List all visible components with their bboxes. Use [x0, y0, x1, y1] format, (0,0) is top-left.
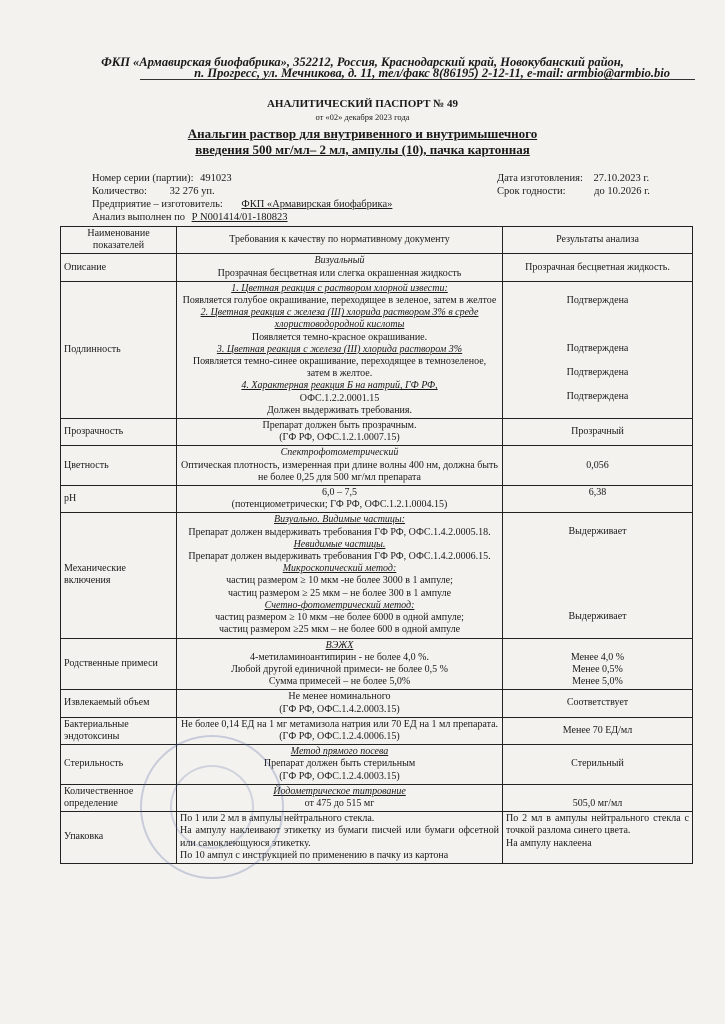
row-result: Прозрачная бесцветная жидкость. — [503, 254, 693, 281]
series-label: Номер серии (партии): — [92, 173, 194, 184]
analysis-row — [92, 211, 288, 224]
series-row — [92, 172, 232, 185]
row-name: Количественное определение — [61, 784, 177, 811]
row-name: Упаковка — [61, 812, 177, 864]
row-requirements — [177, 638, 503, 690]
table-row — [61, 784, 693, 811]
result-text: Менее 5,0% — [572, 676, 623, 688]
row-requirements — [177, 717, 503, 744]
maker-value: ФКП «Армавирская биофабрика» — [241, 199, 393, 210]
table-row — [61, 486, 693, 513]
exp-label: Срок годности: — [497, 186, 566, 197]
requirement-text: Прозрачная бесцветная или слегка окрашенная жидкость — [217, 267, 462, 279]
row-result: 6,38 — [503, 486, 693, 513]
requirement-ref: (ГФ РФ, ОФС.1.2.1.0007.15) — [279, 432, 400, 444]
method-label: Микроскопический метод: — [282, 563, 397, 575]
method-label: Невидимые частицы. — [293, 538, 386, 550]
qty-value: 32 276 уп. — [169, 186, 215, 197]
qty-row — [92, 185, 215, 198]
method-label: Счетно-фотометрический метод: — [264, 599, 415, 611]
requirement-text: Оптическая плотность, измеренная при длине волны 400 нм, должна быть не более 0,25 для 500 мг/мл препарата — [181, 459, 498, 483]
requirement-text: На ампулу наклеивают этикетку из бумаги писчей или бумаги офсетной или самоклеющуюся этикетку. — [180, 825, 499, 849]
requirement-text: частиц размером ≥ 25 мкм – не более 300 в 1 ампуле — [227, 587, 452, 599]
requirement-ref: (ГФ РФ, ОФС.1.4.2.0003.15) — [279, 703, 400, 715]
exp-row — [497, 185, 650, 198]
requirement-text: Препарат должен быть стерильным — [263, 758, 416, 770]
result-text: Выдерживает — [568, 610, 627, 622]
row-name: Подлинность — [61, 281, 177, 418]
requirement-text: частиц размером ≥25 мкм – не более 600 в одной ампуле — [218, 624, 461, 636]
requirement-ref: (ГФ РФ, ОФС.1.2.4.0006.15) — [279, 730, 400, 742]
table-row — [61, 446, 693, 486]
analysis-label: Анализ выполнен по — [92, 212, 185, 223]
table-row — [61, 638, 693, 690]
table-row — [61, 419, 693, 446]
header-line-1: ФКП «Армавирская биофабрика», 352212, Россия, Краснодарский край, Новокубанский район, — [101, 55, 624, 69]
row-requirements — [177, 745, 503, 785]
row-requirements — [177, 281, 503, 418]
row-result — [503, 812, 693, 864]
test-desc: Появляется голубое окрашивание, переходящее в зеленое, затем в желтое — [182, 295, 497, 307]
table-row — [61, 812, 693, 864]
table-header-row — [61, 227, 693, 254]
requirement-text: Препарат должен выдерживать требования ГФ РФ, ОФС.1.4.2.0006.15. — [188, 551, 491, 563]
row-result: Прозрачный — [503, 419, 693, 446]
method-label: Йодометрическое титрование — [273, 785, 406, 797]
header-divider — [140, 79, 695, 80]
table-row — [61, 254, 693, 281]
series-value: 491023 — [200, 173, 232, 184]
requirement-text: 4-метиламиноантипирин - не более 4,0 %. — [250, 651, 429, 663]
row-result — [503, 513, 693, 638]
row-result: 505,0 мг/мл — [503, 784, 693, 811]
col-header-results: Результаты анализа — [503, 227, 693, 254]
table-row — [61, 513, 693, 638]
requirement-text: Сумма примесей – не более 5,0% — [268, 676, 411, 688]
requirement-text: Не менее номинального — [288, 691, 391, 703]
requirement-text: частиц размером ≥ 10 мкм -не более 3000 в 1 ампуле; — [226, 575, 453, 587]
result-text: Менее 0,5% — [572, 663, 623, 675]
row-result — [503, 281, 693, 418]
made-value: 27.10.2023 г. — [593, 173, 650, 184]
qty-label: Количество: — [92, 186, 147, 197]
method-label: Визуально. Видимые частицы: — [273, 514, 406, 526]
row-requirements — [177, 784, 503, 811]
requirement-text: Любой другой единичной примеси- не более 0,5 % — [231, 663, 448, 675]
requirement-text: от 475 до 515 мг — [304, 797, 375, 809]
row-name: pH — [61, 486, 177, 513]
row-requirements — [177, 690, 503, 717]
result-text: По 2 мл в ампулы нейтрального стекла с точкой разлома синего цвета. — [506, 813, 689, 837]
row-requirements — [177, 812, 503, 864]
analysis-value: Р N001414/01-180823 — [191, 212, 288, 223]
row-name: Механические включения — [61, 513, 177, 638]
result-text: Менее 4,0 % — [570, 651, 625, 663]
col-header-requirements: Требования к качеству по нормативному документу — [177, 227, 503, 254]
doc-date: от «02» декабря 2023 года — [315, 112, 410, 122]
row-name: Стерильность — [61, 745, 177, 785]
made-label: Дата изготовления: — [497, 173, 583, 184]
table-row — [61, 745, 693, 785]
requirement-text: По 1 или 2 мл в ампулы нейтрального стекла. — [180, 813, 375, 825]
row-result: Соответствует — [503, 690, 693, 717]
maker-row — [92, 198, 392, 211]
table-row — [61, 281, 693, 418]
result-text: Подтверждена — [566, 391, 629, 403]
requirement-text: 6,0 – 7,5 — [322, 487, 357, 499]
row-requirements — [177, 446, 503, 486]
requirement-text: По 10 ампул с инструкцией по применению в пачку из картона — [180, 849, 449, 861]
result-text: Подтверждена — [566, 343, 629, 355]
row-name: Цветность — [61, 446, 177, 486]
row-name: Бактериальные эндотоксины — [61, 717, 177, 744]
row-name: Описание — [61, 254, 177, 281]
requirement-text: частиц размером ≥ 10 мкм –не более 6000 в одной ампуле; — [215, 612, 464, 624]
maker-label: Предприятие – изготовитель: — [92, 199, 223, 210]
row-name: Прозрачность — [61, 419, 177, 446]
result-text: Выдерживает — [568, 526, 627, 538]
method-label: Визуальный — [314, 255, 365, 267]
test-desc: Появляется темно-красное окрашивание. — [251, 331, 428, 343]
row-requirements — [177, 419, 503, 446]
analysis-table — [60, 226, 693, 864]
test-desc: ОФС.1.2.2.0001.15 — [299, 392, 380, 404]
test-desc: Появляется темно-синее окрашивание, переходящее в темнозеленое, затем в желтое. — [192, 356, 487, 380]
test-desc: Должен выдерживать требования. — [266, 404, 413, 416]
row-result: Стерильный — [503, 745, 693, 785]
header-line-2: п. Прогресс, ул. Мечникова, д. 11, тел/факс 8(86195) 2-12-11, e-mail: armbio@armbio.bio — [194, 66, 670, 80]
row-result: 0,056 — [503, 446, 693, 486]
test-title: 3. Цветная реакция с железа (III) хлорида раствором 3% — [216, 343, 463, 355]
doc-title: АНАЛИТИЧЕСКИЙ ПАСПОРТ № 49 — [266, 98, 459, 110]
result-text: Подтверждена — [566, 294, 629, 306]
test-title: 4. Характерная реакция Б на натрий, ГФ РФ, — [241, 380, 438, 392]
method-label: Спектрофотометрический — [280, 447, 399, 459]
made-row — [497, 172, 649, 185]
product-line-1: Анальгин раствор для внутривенного и внутримышечного — [187, 126, 538, 141]
row-result: Менее 70 ЕД/мл — [503, 717, 693, 744]
requirement-ref: (ГФ РФ, ОФС.1.2.4.0003.15) — [279, 770, 400, 782]
requirement-text: Препарат должен быть прозрачным. — [262, 420, 417, 432]
method-label: Метод прямого посева — [290, 746, 389, 758]
table-row — [61, 717, 693, 744]
test-title: 2. Цветная реакция с железа (III) хлорида раствором 3% в среде хлористоводородной кислоты — [200, 307, 479, 331]
col-header-name: Наименование показателей — [61, 227, 177, 254]
row-requirements — [177, 486, 503, 513]
table-row — [61, 690, 693, 717]
row-name: Извлекаемый объем — [61, 690, 177, 717]
method-label: ВЭЖХ — [325, 639, 354, 651]
product-line-2: введения 500 мг/мл– 2 мл, ампулы (10), пачка картонная — [195, 142, 530, 157]
row-requirements — [177, 513, 503, 638]
row-requirements — [177, 254, 503, 281]
requirement-text: Не более 0,14 ЕД на 1 мг метамизола натрия или 70 ЕД на 1 мл препарата. — [180, 718, 499, 730]
exp-value: до 10.2026 г. — [594, 186, 650, 197]
row-result — [503, 638, 693, 690]
result-text: На ампулу наклеена — [506, 837, 592, 849]
test-title: 1. Цветная реакция с раствором хлорной извести: — [231, 282, 448, 294]
product-name — [0, 126, 725, 158]
result-text: Подтверждена — [566, 367, 629, 379]
requirement-ref: (потенциометрически; ГФ РФ, ОФС.1.2.1.0004.15) — [231, 499, 448, 511]
requirement-text: Препарат должен выдерживать требования ГФ РФ, ОФС.1.4.2.0005.18. — [188, 526, 491, 538]
row-name: Родственные примеси — [61, 638, 177, 690]
